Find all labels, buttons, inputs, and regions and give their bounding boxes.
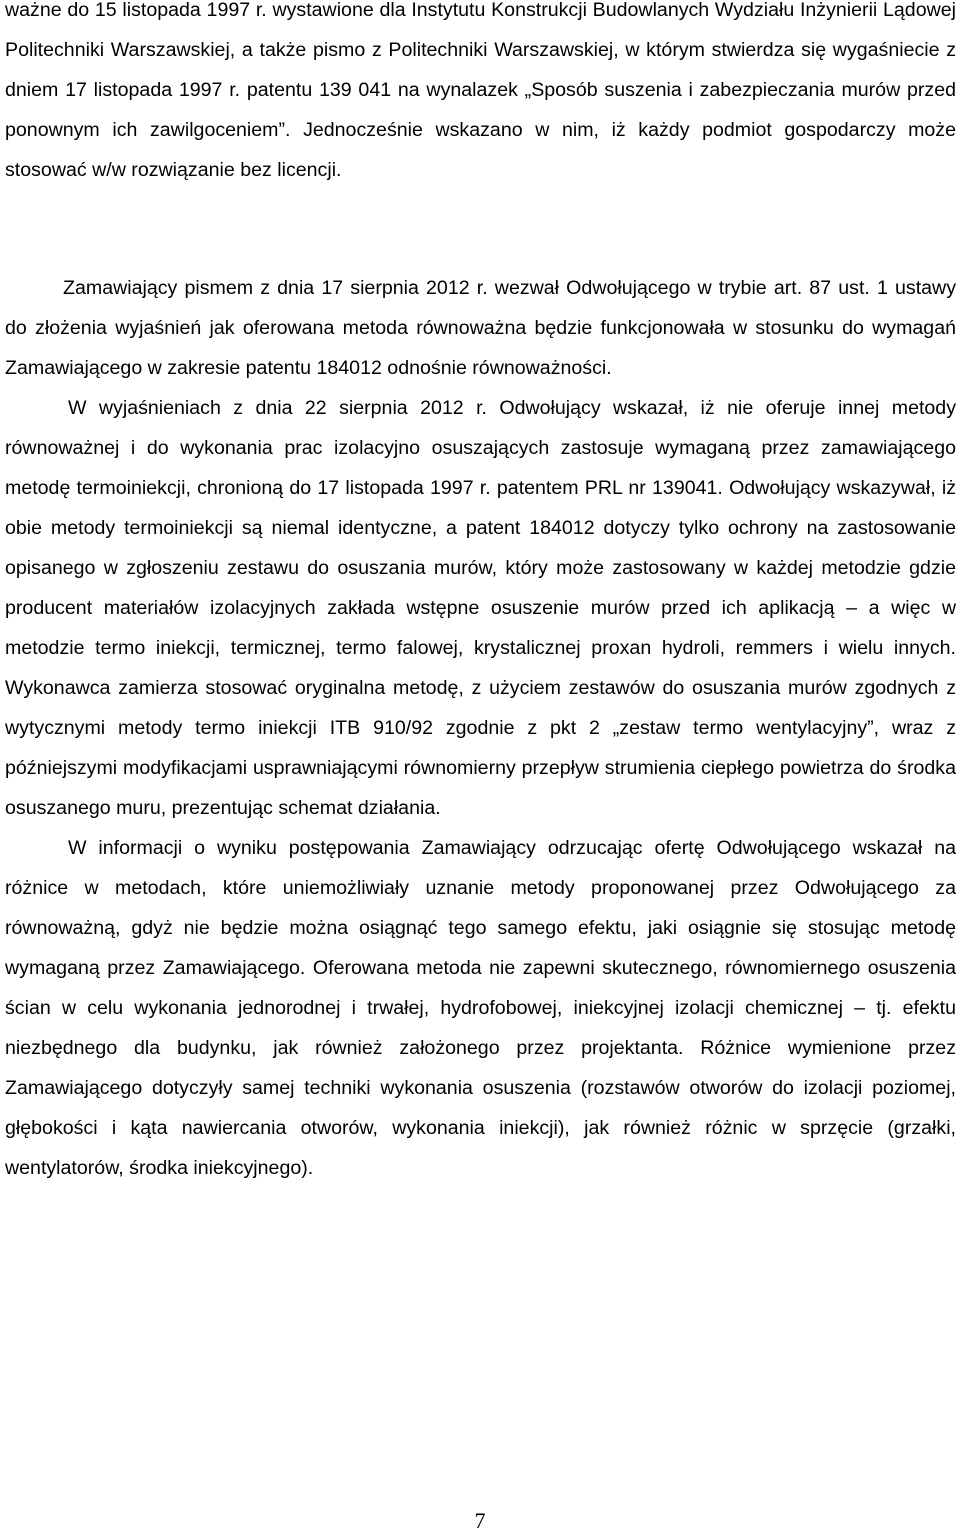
paragraph-patent-expiry: ważne do 15 listopada 1997 r. wystawione dla Instytutu Konstrukcji Budowlanych Wydziału Inżynierii Lądowej Politechniki Warszawskiej, a także pismo z Politechniki Warszawskiej, w którym stwierdza się wygaśniecie z dniem 17 listopada 1997 r. patentu 139 041 na wynalazek „Sposób suszenia i zabezpieczania murów przed ponownym ich zawilgoceniem”. Jednocześnie wskazano w nim, iż każdy podmiot gospodarczy może stosować w/w rozwiązanie bez licencji.: [5, 0, 956, 181]
page-number: 7: [474, 1508, 486, 1533]
paragraph-explanations: W wyjaśnieniach z dnia 22 sierpnia 2012 r. Odwołujący wskazał, iż nie oferuje innej metody równoważnej i do wykonania prac izolacyjno osuszających zastosuje wymaganą przez zamawiającego metodę termoiniekcji, chronioną do 17 listopada 1997 r. patentem PRL nr 139041. Odwołujący wskazywał, iż obie metody termoiniekcji są niemal identyczne, a patent 184012 dotyczy tylko ochrony na zastosowanie opisanego w zgłoszeniu zestawu do osuszania murów, który może zastosowany w każdej metodzie gdzie producent materiałów izolacyjnych zakłada wstępne osuszenie murów przed ich aplikacją – a więc w metodzie termo iniekcji, termicznej, termo falowej, krystalicznej proxan hydroli, remmers i wielu innych. Wykonawca zamierza stosować oryginalna metodę, z użyciem zestawów do osuszania murów zgodnych z wytycznymi metody termo iniekcji ITB 910/92 zgodnie z pkt 2 „zestaw termo wentylacyjny”, wraz z późniejszymi modyfikacjami usprawniającymi równomierny przepływ strumienia ciepłego powietrza do środka osuszanego muru, prezentując schemat działania.: [5, 397, 956, 819]
paragraph-request-for-explanations: Zamawiający pismem z dnia 17 sierpnia 2012 r. wezwał Odwołującego w trybie art. 87 ust. 1 ustawy do złożenia wyjaśnień jak oferowana metoda równoważna będzie funkcjonowała w stosunku do wymagań Zamawiającego w zakresie patentu 184012 odnośnie równoważności.: [5, 277, 956, 379]
paragraph-rejection-reasons: W informacji o wyniku postępowania Zamawiający odrzucając ofertę Odwołującego wskazał na różnice w metodach, które uniemożliwiały uznanie metody proponowanej przez Odwołującego za równoważną, gdyż nie będzie można osiągnąć tego samego efektu, jaki osiągnie się stosując metodę wymaganą przez Zamawiającego. Oferowana metoda nie zapewni skutecznego, równomiernego osuszenia ścian w celu wykonania jednorodnej i trwałej, hydrofobowej, iniekcyjnej izolacji chemicznej – tj. efektu niezbędnego dla budynku, jak również założonego przez projektanta. Różnice wymienione przez Zamawiającego dotyczyły samej techniki wykonania osuszenia (rozstawów otworów do izolacji poziomej, głębokości i kąta nawiercania otworów, wykonania iniekcji), jak również różnic w sprzęcie (grzałki, wentylatorów, środka iniekcyjnego).: [5, 837, 956, 1179]
text-block-top: [5, 0, 956, 190]
text-block-main: [5, 268, 956, 1188]
